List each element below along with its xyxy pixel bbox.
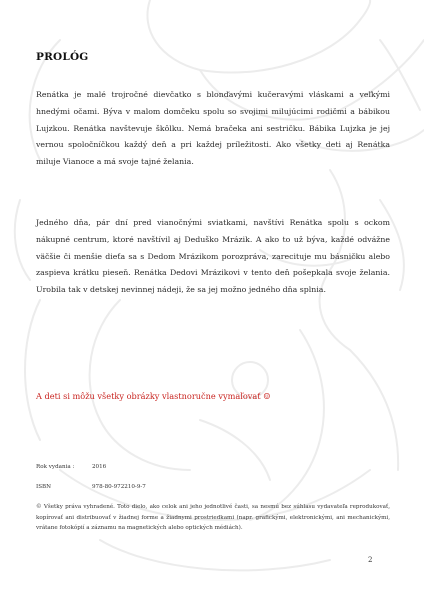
paragraph-story: Jedného dňa, pár dní pred vianočnými sviatkami, navštívi Renátka spolu s ockom nákupné centrum, ktoré navštívil aj Deduško Mrázik. A ako to už býva, každé odvážne väčšie či menšie dieťa sa s Dedom Mrázikom porozpráva, zarecituje mu básničku alebo zaspieva krátku pieseň. Renátka Dedovi Mrázikovi v tento deň pošepkala svoje želania. Urobila tak v detskej nevinnej nádeji, že sa jej možno jedného dňa splnia. (36, 218, 390, 295)
copyright-notice: © Všetky práva vyhradené. Toto dielo, ako celok ani jeho jednotlivé časti, sa nesmú bez súhlasu vydavateľa reprodukovať, kopírovať ani distribuovať v žiadnej forme a žiadnymi prostriedkami (napr. grafickými, elektronickými, ani mechanickými, vrátane fotokópií a záznamu na magnetických alebo optických médiách). (36, 504, 390, 531)
publication-year-row (36, 464, 106, 470)
isbn-label: ISBN (36, 484, 52, 490)
coloring-tagline: A deti si môžu všetky obrázky vlastnoručne vymaľovať ☺ (36, 391, 271, 401)
page-number: 2 (368, 556, 373, 564)
paragraph-intro: Renátka je malé trojročné dievčatko s blonďavými kučeravými vláskami a veľkými hnedými očami. Býva v malom domčeku spolu so svojimi milujúcimi rodičmi a bábikou Lujzkou. Renátka navštevuje škôlku. Nemá bračeka ani sestričku. Bábika Lujzka je jej vernou spoločníčkou každý deň a pri každej príležitosti. Ako všetky deti aj Renátka miluje Vianoce a má svoje tajné želania. (36, 90, 390, 167)
year-label: Rok vydania : (36, 464, 75, 470)
year-value: 2016 (92, 464, 107, 470)
isbn-value: 978-80-972210-9-7 (92, 484, 146, 490)
isbn-row (36, 484, 146, 490)
chapter-heading: PROLÓG (36, 51, 89, 63)
